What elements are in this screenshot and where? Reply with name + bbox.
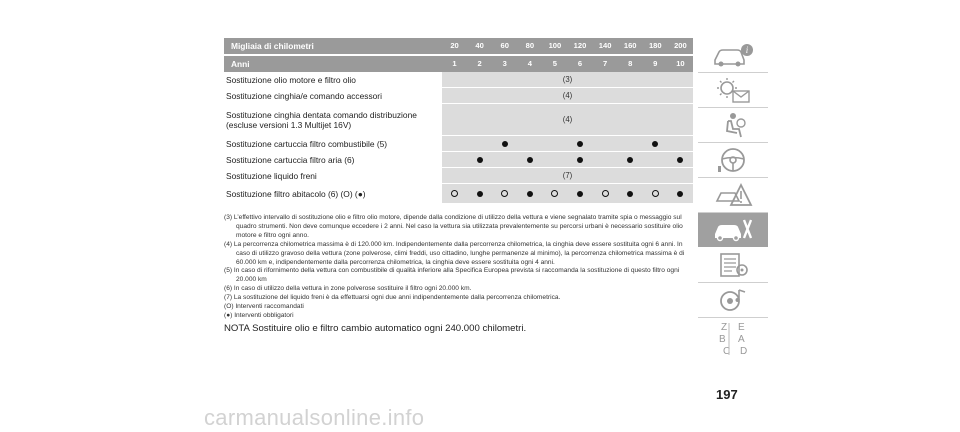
years-header-cell: 5: [542, 55, 567, 72]
row-label-line: (escluse versioni 1.3 Multijet 16V): [226, 119, 352, 130]
footnote: (●) Interventi obbligatori: [224, 311, 294, 319]
years-header-cell: 1: [442, 55, 467, 72]
index-letter: A: [738, 334, 745, 345]
years-header-cell: 6: [567, 55, 592, 72]
mandatory-mark: [577, 157, 583, 163]
seat-airbag-icon[interactable]: [698, 108, 768, 143]
row-label: Sostituzione cinghia/e comando accessori: [224, 88, 442, 104]
interval-cell: [517, 136, 542, 152]
footnote: (6) In caso di utilizzo della vettura in zone polverose sostituire il filtro ogni 20.000 km.: [224, 285, 472, 293]
interval-cell: [593, 184, 618, 204]
interval-cell: [668, 136, 693, 152]
km-header-cell: 20: [442, 38, 467, 55]
interval-cell: [517, 184, 542, 204]
interval-cell: [593, 152, 618, 168]
index-letter: B: [719, 334, 726, 345]
car-info-icon[interactable]: [698, 38, 768, 73]
interval-note-cell: (4): [442, 88, 693, 104]
interval-cell: [542, 152, 567, 168]
mandatory-mark: [577, 141, 583, 147]
index-letter: D: [740, 346, 748, 357]
table-row: [224, 184, 693, 204]
table-row: [224, 104, 693, 136]
row-label: Sostituzione filtro abitacolo (6) (O) (●): [224, 184, 442, 204]
years-header-cell: 2: [467, 55, 492, 72]
car-service-icon[interactable]: [698, 213, 768, 247]
interval-cell: [442, 152, 467, 168]
interval-cell: [492, 152, 517, 168]
interval-cell: [643, 184, 668, 204]
interval-cell: [492, 136, 517, 152]
km-header-row: [224, 38, 693, 55]
mandatory-mark: [627, 191, 633, 197]
index-letter: Z: [721, 322, 728, 333]
row-label: [224, 104, 442, 136]
interval-cell: [668, 152, 693, 168]
mandatory-mark: [677, 191, 683, 197]
years-header-cell: 3: [492, 55, 517, 72]
interval-cell: [492, 184, 517, 204]
recommended-mark: [501, 190, 508, 197]
maintenance-table: [224, 38, 693, 204]
footnote: (7) La sostituzione del liquido freni è da effettuarsi ogni due anni indipendentemente dalla percorrenza chilometrica.: [224, 294, 561, 302]
interval-note-cell: (7): [442, 168, 693, 184]
km-header-cell: 120: [567, 38, 592, 55]
interval-cell: [643, 152, 668, 168]
recommended-mark: [451, 190, 458, 197]
km-header-cell: 40: [467, 38, 492, 55]
mandatory-mark: [527, 157, 533, 163]
years-header-cell: 9: [643, 55, 668, 72]
alphabetical-index-icon[interactable]: [698, 318, 768, 358]
years-header-cell: 10: [668, 55, 693, 72]
interval-cell: [442, 136, 467, 152]
mandatory-mark: [527, 191, 533, 197]
interval-cell: [517, 152, 542, 168]
row-label: Sostituzione liquido freni: [224, 168, 442, 184]
mandatory-mark: [677, 157, 683, 163]
mandatory-mark: [477, 191, 483, 197]
km-header-cell: 140: [593, 38, 618, 55]
km-header-cell: 160: [618, 38, 643, 55]
mandatory-mark: [652, 141, 658, 147]
km-header-label: Migliaia di chilometri: [224, 38, 442, 55]
table-row: [224, 136, 693, 152]
index-letter: C: [723, 346, 731, 357]
interval-cell: [542, 136, 567, 152]
km-header-cell: 80: [517, 38, 542, 55]
interval-cell: [467, 184, 492, 204]
km-header-cell: 100: [542, 38, 567, 55]
breakdown-triangle-icon[interactable]: [698, 178, 768, 213]
interval-cell: [668, 184, 693, 204]
steering-wheel-icon[interactable]: [698, 143, 768, 178]
watermark: carmanualsonline.info: [204, 405, 425, 430]
row-label: Sostituzione olio motore e filtro olio: [224, 72, 442, 88]
footnote: (5) In caso di rifornimento della vettura con combustibile di qualità inferiore alla Specifica Europea prevista si raccomanda la sostituzione di questo filtro ogni 20.000 km: [224, 267, 680, 284]
interval-cell: [442, 184, 467, 204]
index-letter: E: [738, 322, 745, 333]
row-label: Sostituzione cartuccia filtro aria (6): [224, 152, 442, 168]
mandatory-mark: [477, 157, 483, 163]
years-header-cell: 4: [517, 55, 542, 72]
row-label: Sostituzione cartuccia filtro combustibile (5): [224, 136, 442, 152]
recommended-mark: [551, 190, 558, 197]
km-header-cell: 60: [492, 38, 517, 55]
interval-cell: [542, 184, 567, 204]
table-row: [224, 168, 693, 184]
interval-cell: [643, 136, 668, 152]
specifications-list-icon[interactable]: [698, 248, 768, 283]
interval-cell: [618, 136, 643, 152]
recommended-mark: [652, 190, 659, 197]
page-number: 197: [716, 387, 738, 402]
interval-note-cell: (4): [442, 104, 693, 136]
recommended-mark: [602, 190, 609, 197]
mandatory-mark: [502, 141, 508, 147]
chapter-sidebar: [698, 38, 768, 386]
interval-cell: [618, 152, 643, 168]
interval-cell: [467, 136, 492, 152]
interval-cell: [567, 184, 592, 204]
interval-cell: [567, 136, 592, 152]
mandatory-mark: [577, 191, 583, 197]
footnote: (O) Interventi raccomandati: [224, 303, 304, 311]
multimedia-music-icon[interactable]: [698, 283, 768, 318]
interval-cell: [593, 136, 618, 152]
interval-note-cell: (3): [442, 72, 693, 88]
km-header-cell: 200: [668, 38, 693, 55]
warning-lights-icon[interactable]: [698, 73, 768, 108]
table-row: [224, 72, 693, 88]
footnote: (3) L’effettivo intervallo di sostituzione olio e filtro olio motore, dipende dalla condizione di utilizzo della vettura e viene segnalato tramite spia o messaggio sul quadro strumenti. Non deve comunque eccedere i 2 anni. Nel caso la vettura sia utilizzata prevalentemente su percorsi urbani è necessario sostituire olio motore e filtro ogni anno.: [224, 214, 683, 239]
years-header-label: Anni: [224, 55, 442, 72]
years-header-cell: 8: [618, 55, 643, 72]
interval-cell: [467, 152, 492, 168]
years-header-row: [224, 55, 693, 72]
km-header-cell: 180: [643, 38, 668, 55]
final-note: NOTA Sostituire olio e filtro cambio automatico ogni 240.000 chilometri.: [224, 322, 527, 334]
row-label-line: Sostituzione cinghia dentata comando distribuzione: [226, 109, 417, 120]
svg-text:i: i: [745, 45, 749, 55]
table-row: [224, 152, 693, 168]
table-row: [224, 88, 693, 104]
interval-cell: [618, 184, 643, 204]
footnotes: [224, 214, 694, 335]
interval-cell: [567, 152, 592, 168]
footnote: (4) La percorrenza chilometrica massima è di 120.000 km. Indipendentemente dalla percorrenza chilometrica, la cinghia deve essere sostituita ogni 6 anni. In caso di utilizzo gravoso della vettura (zone polverose, climi freddi, uso cittadino, lunghe permanenze al minimo), la percorrenza chilometrica massima è di 60.000 km e, indipendentemente dalla percorrenza chilometrica, la cinghia deve essere sostituita ogni 4 anni.: [224, 240, 685, 266]
mandatory-mark: [627, 157, 633, 163]
years-header-cell: 7: [593, 55, 618, 72]
